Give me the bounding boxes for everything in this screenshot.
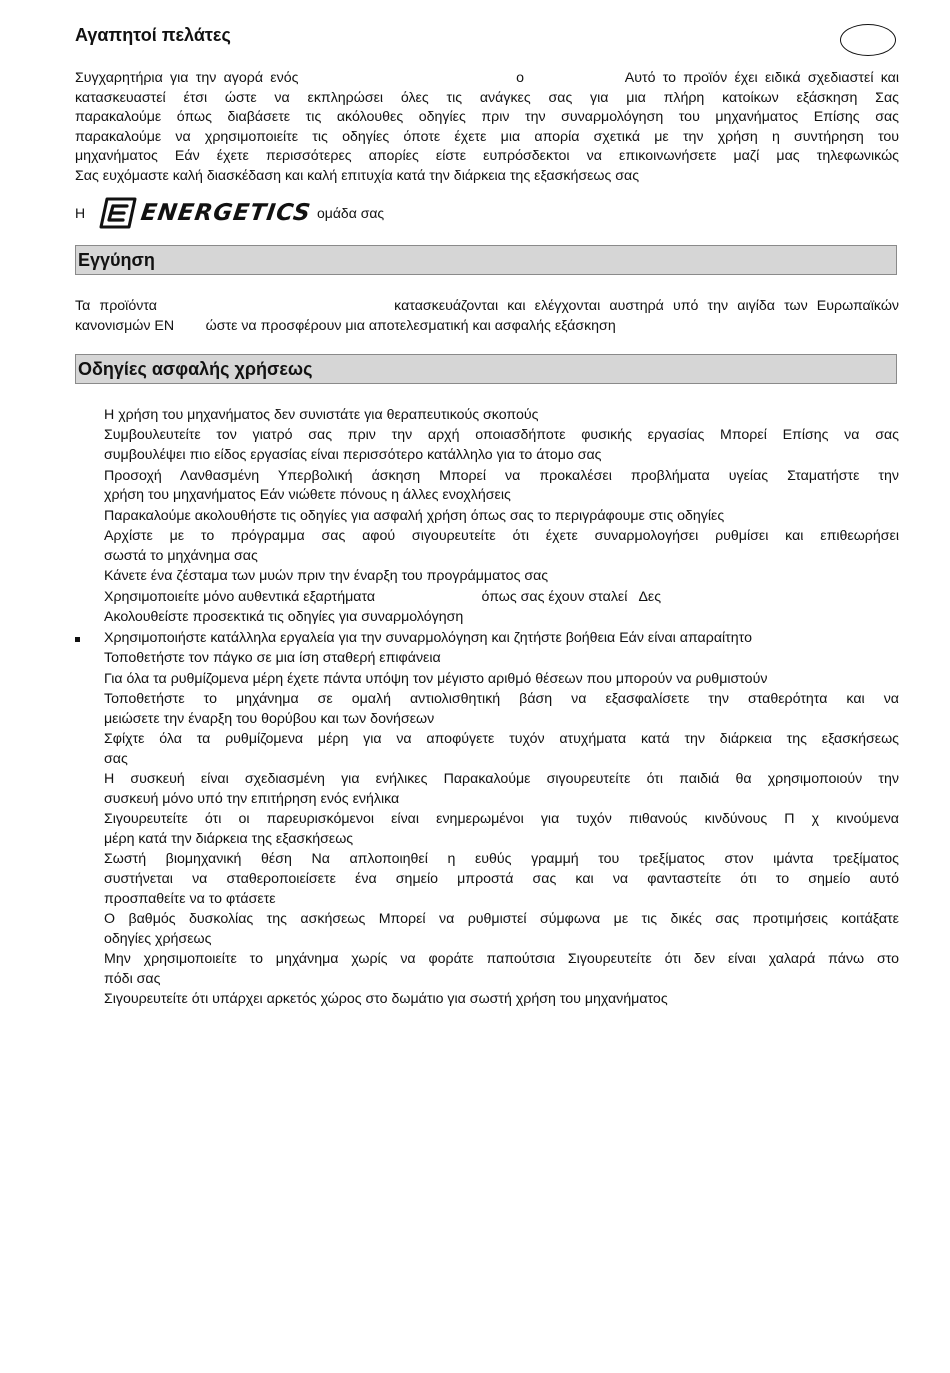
warranty-line: Τα προϊόντα κατασκευάζονται και ελέγχονται αυστηρά υπό την αιγίδα των Ευρωπαϊκών	[75, 298, 899, 314]
section-heading-warranty: Εγγύηση	[75, 245, 897, 275]
safety-instruction-text: συστήνεται να σταθεροποιείσετε ένα σημείο μπροστά σας και να φανταστείτε ότι το σημείο αυτό	[104, 871, 899, 888]
safety-instruction-text: Η χρήση του μηχανήματος δεν συνιστάτε για θεραπευτικούς σκοπούς	[104, 407, 539, 423]
safety-instruction-text: Χρησιμοποιήστε κατάλληλα εργαλεία για την συναρμολόγηση και ζητήστε βοήθεια Εάν είναι απαραίτητο	[104, 629, 752, 646]
warranty-paragraph	[75, 297, 899, 336]
safety-instruction-text: Ακολουθείστε προσεκτικά τις οδηγίες για συναρμολόγηση	[104, 609, 464, 626]
safety-instruction-text: Σωστή βιομηχανική θέση Να απλοποιηθεί η ευθύς γραμμή του τρεξίματος στον ιμάντα τρεξίματος	[104, 851, 899, 868]
safety-instruction-text: προσπαθείτε να το φτάσετε	[104, 890, 276, 907]
safety-instruction-text: Συμβουλευτείτε τον γιατρό σας πριν την αρχή οποιασδήποτε φυσικής εργασίας Μπορεί Επίσης να σας	[104, 427, 899, 444]
intro-line: παρακαλούμε να χρησιμοποιείτε τις οδηγίες όποτε έχετε μια απορία σχετικά με την χρήση η συντήρηση του	[75, 128, 899, 145]
energetics-e-icon	[99, 197, 137, 229]
safety-instruction-text: Τοποθετήστε το μηχάνημα σε ομαλή αντιολισθητική βάση να εξασφαλίσετε την σταθερότητα και να	[104, 691, 899, 708]
energetics-logo	[99, 197, 311, 229]
intro-line: κατασκευαστεί έτσι ώστε να εκπληρώσει όλες τις ανάγκες σας για μια πλήρη κατοίκων εξάσκηση Σας	[75, 89, 899, 106]
safety-instruction-text: Προσοχή Λανθασμένη Υπερβολική άσκηση Μπορεί να προκαλέσει προβλήματα υγείας Σταματήστε την	[104, 467, 899, 484]
safety-instruction-text: συμβουλέψει πιο είδος εργασίας είναι περισσότερο κατάλληλο για το άτομο σας	[104, 447, 602, 464]
safety-instruction-item	[75, 950, 899, 989]
safety-instruction-text: πόδι σας	[104, 970, 161, 987]
safety-instruction-text: σας	[104, 750, 128, 767]
safety-instruction-text: Σφίχτε όλα τα ρυθμίζομενα μέρη για να αποφύγετε τυχόν ατυχήματα κατά την διάρκεια της εξασκήσεως	[104, 731, 899, 748]
safety-instruction-item	[75, 670, 899, 690]
safety-instruction-item	[75, 990, 899, 1010]
warranty-line: κανονισμών EN ώστε να προσφέρουν μια αποτελεσματική και ασφαλής εξάσκηση	[75, 317, 616, 334]
safety-instruction-text: Ο βαθμός δυσκολίας της ασκήσεως Μπορεί να ρυθμιστεί σύμφωνα με τις δικές σας προτιμήσεις κοιτάξατε	[104, 911, 899, 928]
safety-instruction-text: Μην χρησιμοποιείτε το μηχάνημα χωρίς να φοράτε παπούτσια Σιγουρευτείτε ότι δεν είναι χαλαρά πάνω στο	[104, 951, 899, 968]
safety-instruction-text: Αρχίστε με το πρόγραμμα σας αφού σιγουρευτείτε ότι έχετε συναρμολογήσει ρυθμίσει και επιθεωρήσει	[104, 528, 899, 545]
safety-instruction-item	[75, 467, 899, 506]
safety-instruction-item	[75, 910, 899, 949]
safety-instruction-text: συσκευή μόνο υπό την επιτήρηση ενός ενήλικα	[104, 790, 400, 807]
intro-line: Συγχαρητήρια για την αγορά ενός ο Αυτό το προϊόν έχει ειδικά σχεδιαστεί και	[75, 70, 899, 86]
safety-instruction-item	[75, 567, 899, 587]
safety-instruction-text: Σιγουρευτείτε ότι υπάρχει αρκετός χώρος στο δωμάτιο για σωστή χρήση του μηχανήματος	[104, 991, 668, 1008]
safety-instruction-item	[75, 426, 899, 465]
safety-instruction-item	[75, 730, 899, 769]
intro-line: Σας ευχόμαστε καλή διασκέδαση και καλή επιτυχία κατά την διάρκεια της εξασκήσεως σας	[75, 167, 640, 184]
safety-instruction-item	[75, 850, 899, 909]
safety-instruction-item	[75, 770, 899, 809]
safety-instruction-text: Η συσκευή είναι σχεδιασμένη για ενήλικες Παρακαλούμε σιγουρευτείτε ότι παιδιά θα χρησιμοποιούν την	[104, 771, 899, 788]
safety-instruction-text: σωστά το μηχάνημα σας	[104, 547, 258, 564]
safety-instruction-item	[75, 527, 899, 566]
safety-instruction-text: Κάνετε ένα ζέσταμα των μυών πριν την έναρξη του προγράμματος σας	[104, 568, 549, 585]
intro-line: παρακαλούμε όπως διαβάσετε τις ακόλουθες οδηγίες πριν την συναρμολόγηση του μηχανήματος Επίσης σας	[75, 109, 899, 126]
safety-instruction-text: Χρησιμοποιείτε μόνο αυθεντικά εξαρτήματα όπως σας έχουν σταλεί Δες	[104, 588, 662, 605]
page-title: Αγαπητοί πελάτες	[75, 25, 231, 45]
safety-instruction-item	[75, 810, 899, 849]
safety-instruction-text: Για όλα τα ρυθμίζομενα μέρη έχετε πάντα υπόψη τον μέγιστο αριθμό θέσεων που μπορούν να ρυθμιστούν	[104, 670, 768, 687]
intro-paragraph	[75, 69, 899, 187]
safety-instruction-item	[75, 588, 899, 608]
safety-instruction-text: χρήση του μηχανήματος Εάν νιώθετε πόνους η άλλες ενοχλήσεις	[104, 487, 511, 504]
signature-line	[75, 197, 384, 229]
signature-prefix: Η	[75, 205, 86, 221]
energetics-brand: ENERGETICS	[139, 200, 313, 226]
safety-instruction-item	[75, 507, 899, 527]
safety-instruction-text: Τοποθετήστε τον πάγκο σε μια ίση σταθερή επιφάνεια	[104, 650, 441, 667]
section-heading-safety: Οδηγίες ασφαλής χρήσεως	[75, 354, 897, 384]
safety-instruction-item	[75, 608, 899, 628]
safety-instruction-text: Σιγουρευτείτε ότι οι παρευρισκόμενοι είναι ενημερωμένοι για τυχόν πιθανούς κινδύνους Π χ κινούμενα	[104, 811, 899, 828]
safety-instruction-text: οδηγίες χρήσεως	[104, 930, 212, 947]
safety-instructions-list	[75, 406, 899, 1011]
safety-instruction-item	[75, 649, 899, 669]
safety-instruction-text: μειώσετε την έναρξη του θορύβου και των δονήσεων	[104, 710, 435, 727]
signature-suffix: ομάδα σας	[316, 205, 385, 221]
safety-instruction-text: μέρη κατά την διάρκεια της εξασκήσεως	[104, 830, 354, 847]
safety-instruction-item	[75, 690, 899, 729]
safety-instruction-item	[75, 406, 899, 426]
language-badge-oval	[840, 24, 896, 56]
safety-instruction-item	[75, 629, 899, 649]
safety-instruction-text: Παρακαλούμε ακολουθήστε τις οδηγίες για ασφαλή χρήση όπως σας το περιγράφουμε στις οδηγίες	[104, 507, 725, 524]
square-bullet-icon	[75, 637, 80, 642]
intro-line: μηχανήματος Εάν έχετε περισσότερες απορίες είστε ευπρόσδεκτοι να επικοινωνήσετε μαζί μας τηλεφωνικώς	[75, 148, 899, 165]
